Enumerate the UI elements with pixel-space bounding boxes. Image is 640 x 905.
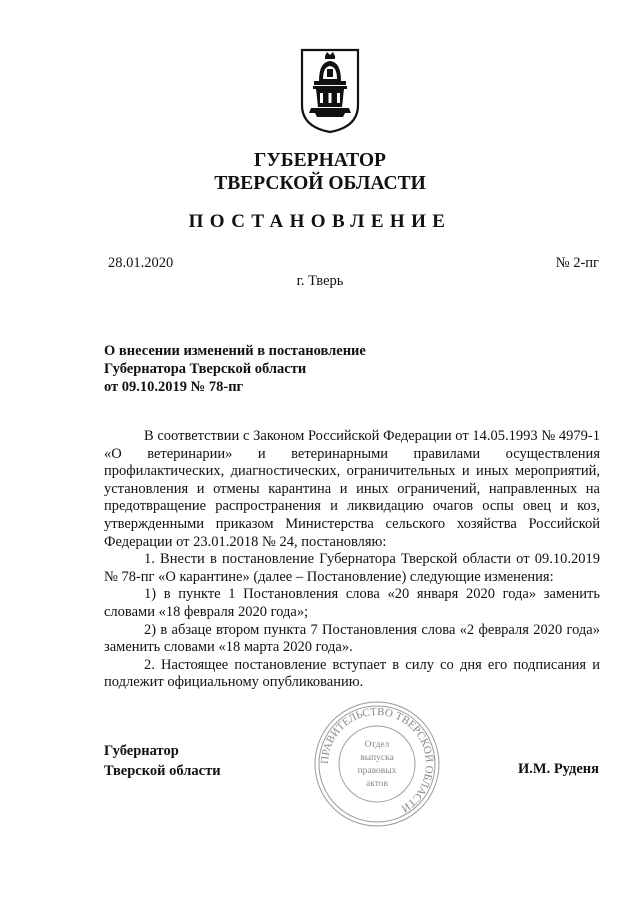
- body-paragraph: В соответствии с Законом Российской Федерации от 14.05.1993 № 4979-1 «О ветеринарии» и ветеринарными правилами осуществления профилактических, диагностических, ограничительных и иных мероприятий, установления и отмены карантина и иных ограничений, направленных на предотвращение распространения и ликвидацию очагов оспы овец и коз, утвержденными приказом Министерства сельского хозяйства Российской Федерации от 23.01.2018 № 24, постановляю:: [104, 428, 600, 550]
- subject-line: Губернатора Тверской области: [104, 361, 307, 377]
- seal-center-line: выпуска: [360, 753, 394, 763]
- header-title-line2: ТВЕРСКОЙ ОБЛАСТИ: [214, 173, 426, 194]
- body-paragraph: 1) в пункте 1 Постановления слова «20 января 2020 года» заменить словами «18 февраля 2020 года»;: [104, 586, 600, 620]
- document-kind: ПОСТАНОВЛЕНИЕ: [188, 211, 452, 232]
- signatory-name: И.М. Руденя: [517, 761, 599, 777]
- document-body: [104, 428, 600, 692]
- seal-ring-text: ПРАВИТЕЛЬСТВО ТВЕРСКОЙ ОБЛАСТИ: [318, 705, 436, 815]
- document-subject: [104, 342, 424, 396]
- header-title-line1: ГУБЕРНАТОР: [254, 150, 386, 171]
- body-paragraph: 1. Внести в постановление Губернатора Тверской области от 09.10.2019 № 78-пг «О карантине» (далее – Постановление) следующие изменения:: [104, 551, 600, 585]
- official-seal: [313, 700, 441, 828]
- seal-center-line: актов: [366, 779, 388, 789]
- signatory-title: [104, 741, 221, 781]
- body-paragraph: 2) в абзаце втором пункта 7 Постановления слова «2 февраля 2020 года» заменить словами «18 марта 2020 года».: [104, 621, 600, 656]
- signatory-title-line: Тверской области: [104, 763, 221, 779]
- body-paragraph: 2. Настоящее постановление вступает в силу со дня его подписания и подлежит официальному опубликованию.: [104, 656, 600, 691]
- seal-center-line: правовых: [357, 766, 397, 776]
- document-number: № 2-пг: [555, 255, 599, 271]
- seal-center-line: Отдел: [364, 740, 390, 750]
- signatory-title-line: Губернатор: [104, 743, 179, 759]
- document-city: г. Тверь: [296, 273, 344, 289]
- document-date: 28.01.2020: [108, 255, 174, 271]
- subject-line: О внесении изменений в постановление: [104, 343, 366, 359]
- coat-of-arms-icon: [299, 47, 361, 134]
- subject-line: от 09.10.2019 № 78-пг: [104, 379, 244, 395]
